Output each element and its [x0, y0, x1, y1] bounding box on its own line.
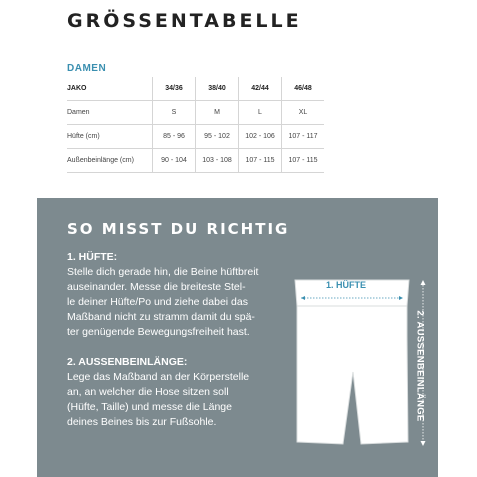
outseam-arrow-top	[421, 280, 426, 285]
shorts-body-shape	[297, 306, 408, 444]
outseam-label: 2. AUSSENBEINLÄNGE	[414, 310, 426, 422]
hip-instructions: Stelle dich gerade hin, die Beine hüftbreit auseinander. Messe die breiteste Stel- le deiner Hüfte/Po und ziehe dabei das Maßband nicht zu stramm damit du spä- ter genügende Bewegungsfreiheit hast.	[67, 266, 259, 338]
table-cell: Damen	[67, 101, 153, 125]
table-cell: 103 - 108	[196, 149, 239, 173]
table-cell: 46/48	[282, 77, 325, 101]
table-cell: 107 - 115	[239, 149, 282, 173]
table-cell: 102 - 106	[239, 125, 282, 149]
table-cell: 107 - 115	[282, 149, 325, 173]
hip-label: 1. HÜFTE	[325, 280, 366, 290]
size-table-section-label: DAMEN	[67, 63, 107, 74]
table-cell: XL	[282, 101, 325, 125]
outseam-arrow-bottom	[421, 441, 426, 446]
table-cell: 38/40	[196, 77, 239, 101]
table-cell: L	[239, 101, 282, 125]
table-cell: Außenbeinlänge (cm)	[67, 149, 153, 173]
table-row	[67, 77, 324, 101]
table-cell: 107 - 117	[282, 125, 325, 149]
guide-title: SO MISST DU RICHTIG	[67, 220, 290, 238]
table-cell: 90 - 104	[153, 149, 196, 173]
table-row	[67, 125, 324, 149]
table-cell: 85 - 96	[153, 125, 196, 149]
table-row	[67, 149, 324, 173]
table-cell: M	[196, 101, 239, 125]
hip-heading: 1. HÜFTE:	[67, 251, 118, 263]
page-title: GRÖSSENTABELLE	[67, 10, 302, 32]
outseam-heading: 2. AUSSENBEINLÄNGE:	[67, 356, 188, 368]
measurement-guide-panel	[37, 198, 438, 477]
table-cell: JAKO	[67, 77, 153, 101]
table-cell: S	[153, 101, 196, 125]
size-table	[67, 77, 324, 173]
table-cell: 34/36	[153, 77, 196, 101]
table-cell: 42/44	[239, 77, 282, 101]
outseam-instructions: Lege das Maßband an der Körperstelle an, an welcher die Hose sitzen soll (Hüfte, Taille) und messe die Länge deines Beines bis zur Fußsohle.	[67, 371, 250, 428]
table-cell: 95 - 102	[196, 125, 239, 149]
table-row	[67, 101, 324, 125]
table-cell: Hüfte (cm)	[67, 125, 153, 149]
